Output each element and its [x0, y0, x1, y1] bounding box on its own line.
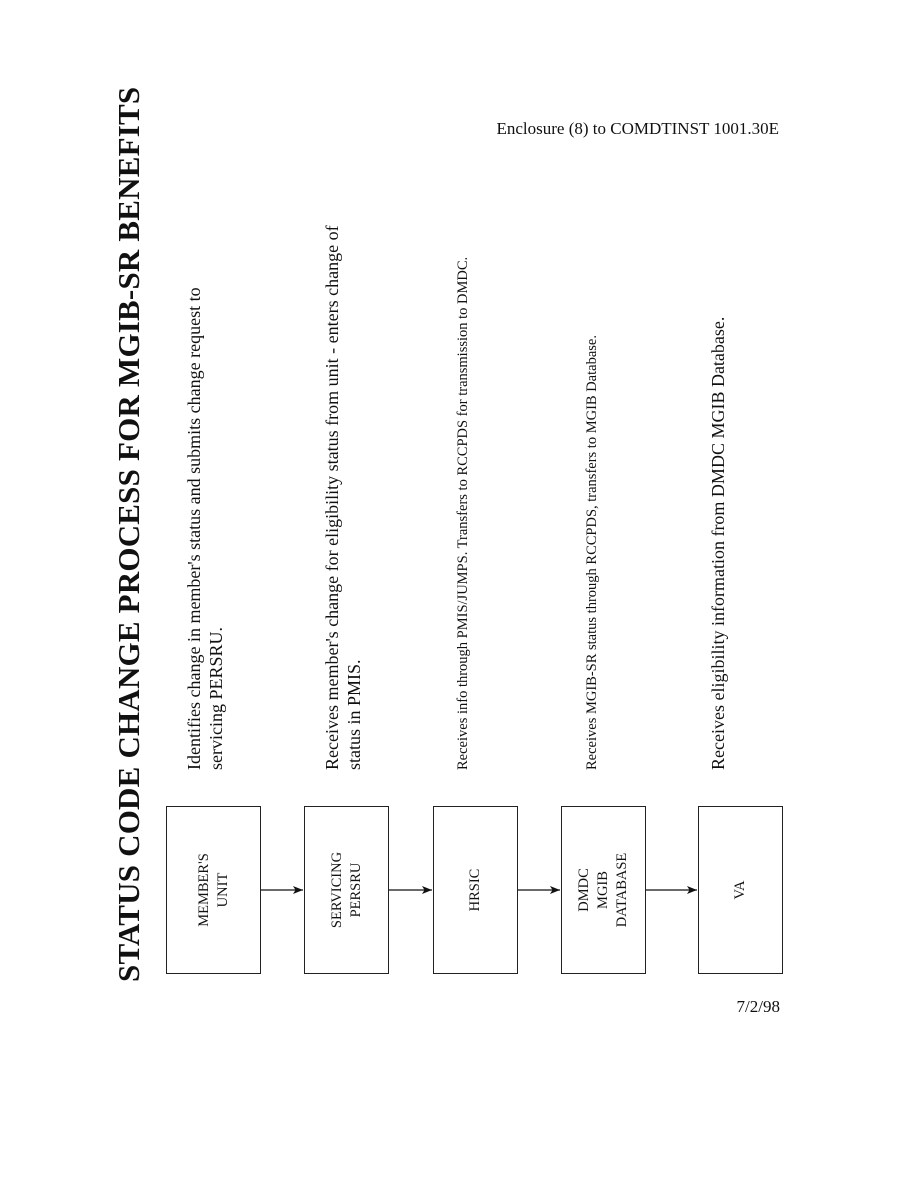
desc-hrsic: Receives info through PMIS/JUMPS. Transfers to RCCPDS for transmission to DMDC.	[455, 256, 471, 770]
box-members-unit	[166, 806, 261, 974]
box-servicing-persru	[304, 806, 389, 974]
document-reference: Enclosure (8) to COMDTINST 1001.30E	[496, 119, 779, 138]
desc-va: Receives eligibility information from DMDC MGIB Database.	[708, 316, 728, 770]
box-members-unit-label: MEMBER'S UNIT	[195, 853, 231, 927]
box-hrsic-label: HRSIC	[467, 868, 483, 912]
box-dmdc-mgib-database	[561, 806, 646, 974]
desc-members-unit: Identifies change in member's status and submits change request to servicing PERSRU.	[184, 287, 226, 770]
box-servicing-persru-label: SERVICING PERSRU	[328, 851, 364, 929]
box-va	[698, 806, 783, 974]
flowchart-title: STATUS CODE CHANGE PROCESS FOR MGIB-SR BENEFITS	[111, 86, 146, 982]
desc-servicing-persru: Receives member's change for eligibility status from unit - enters change of status in PMIS.	[322, 225, 364, 770]
desc-dmdc-mgib-database: Receives MGIB-SR status through RCCPDS, transfers to MGIB Database.	[584, 335, 600, 770]
document-date: 7/2/98	[736, 997, 780, 1016]
box-va-label: VA	[732, 880, 748, 900]
box-dmdc-mgib-database-label: DMDC MGIB DATABASE	[576, 852, 630, 928]
box-hrsic	[433, 806, 518, 974]
